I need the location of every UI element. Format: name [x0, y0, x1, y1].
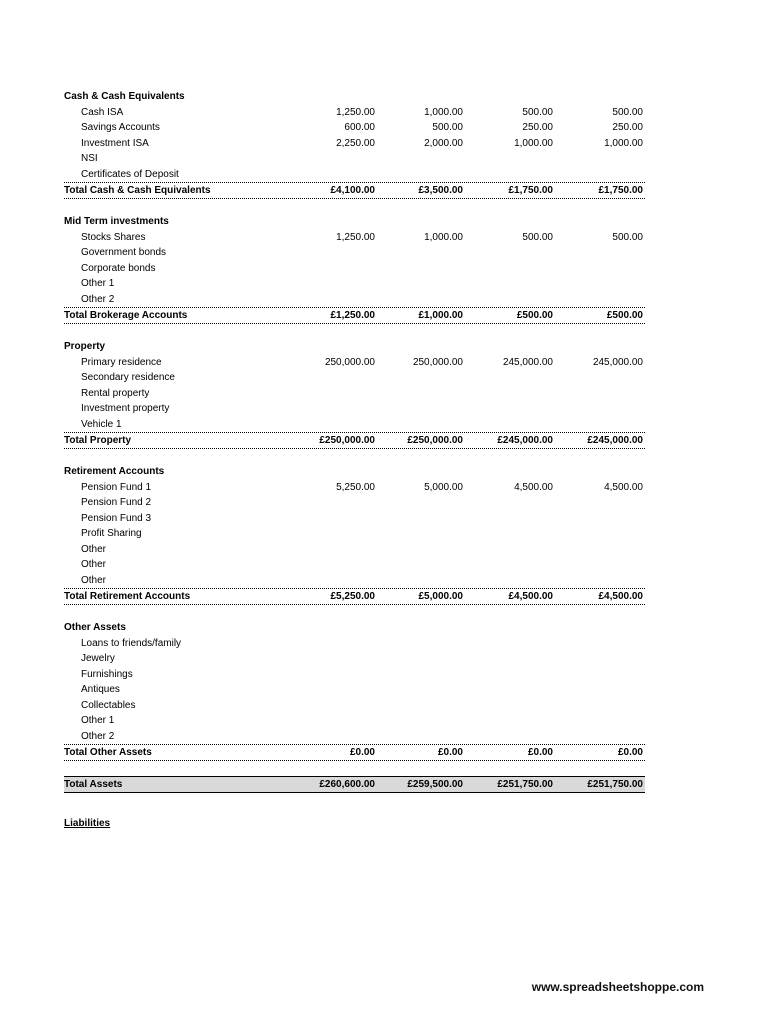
section-total-label: Total Property	[64, 435, 132, 446]
line-item-label: Certificates of Deposit	[81, 168, 179, 180]
line-item-value[interactable]: 5,250.00	[336, 481, 375, 493]
line-item-row	[64, 401, 645, 417]
line-item-label: Loans to friends/family	[81, 637, 182, 649]
section-title: Property	[64, 341, 106, 352]
line-item-value[interactable]: 2,250.00	[336, 137, 375, 149]
line-item-value[interactable]: 245,000.00	[502, 356, 553, 368]
section-title-row	[64, 620, 645, 636]
line-item-label: Corporate bonds	[81, 262, 156, 274]
asset-section	[64, 339, 645, 449]
line-item-row	[64, 355, 645, 371]
line-item-label: Investment property	[81, 403, 170, 414]
line-item-value[interactable]: 250.00	[522, 122, 553, 133]
line-item-row	[64, 526, 645, 542]
spacer-row	[64, 324, 645, 339]
line-item-row	[64, 651, 645, 667]
line-item-label: Other 2	[81, 293, 115, 305]
line-item-row	[64, 682, 645, 698]
section-total-value[interactable]: £4,100.00	[330, 185, 375, 196]
section-total-label: Total Brokerage Accounts	[64, 310, 188, 321]
spacer-row	[64, 449, 645, 464]
line-item-row	[64, 698, 645, 714]
grand-total-value[interactable]: £251,750.00	[587, 779, 643, 790]
line-item-value[interactable]: 2,000.00	[424, 137, 463, 149]
section-total-value[interactable]: £4,500.00	[598, 591, 643, 602]
line-item-row	[64, 636, 645, 652]
line-item-value[interactable]: 250.00	[612, 122, 643, 133]
line-item-row	[64, 120, 645, 136]
line-item-label: Other	[81, 543, 107, 555]
line-item-row	[64, 370, 645, 386]
section-total-row	[64, 432, 645, 449]
section-total-value[interactable]: £5,250.00	[330, 591, 375, 602]
line-item-label: Savings Accounts	[81, 122, 160, 133]
section-total-value[interactable]: £245,000.00	[587, 435, 643, 446]
line-item-label: Furnishings	[81, 668, 133, 680]
line-item-row	[64, 713, 645, 729]
line-item-label: Rental property	[81, 387, 150, 399]
line-item-label: Secondary residence	[81, 372, 175, 383]
section-title: Retirement Accounts	[64, 466, 165, 477]
section-total-value[interactable]: £0.00	[349, 747, 375, 758]
line-item-row	[64, 292, 645, 308]
section-title: Other Assets	[64, 622, 126, 633]
line-item-row	[64, 276, 645, 292]
line-item-label: Primary residence	[81, 356, 162, 368]
line-item-value[interactable]: 500.00	[522, 231, 553, 243]
line-item-row	[64, 105, 645, 121]
line-item-label: Other	[81, 574, 107, 586]
section-total-value[interactable]: £250,000.00	[319, 435, 375, 446]
line-item-row	[64, 573, 645, 589]
line-item-value[interactable]: 500.00	[522, 106, 553, 118]
section-title-row	[64, 339, 645, 355]
section-title: Mid Term investments	[64, 216, 169, 227]
line-item-row	[64, 557, 645, 573]
line-item-value[interactable]: 1,000.00	[424, 106, 463, 118]
line-item-value[interactable]: 500.00	[432, 122, 463, 133]
line-item-label: NSI	[81, 153, 98, 164]
section-title-row	[64, 214, 645, 230]
section-total-value[interactable]: £500.00	[606, 310, 643, 321]
line-item-row	[64, 667, 645, 683]
section-total-value[interactable]: £5,000.00	[418, 591, 463, 602]
line-item-row	[64, 542, 645, 558]
line-item-row	[64, 261, 645, 277]
line-item-value[interactable]: 1,250.00	[336, 106, 375, 118]
line-item-label: Pension Fund 1	[81, 481, 152, 493]
line-item-label: Stocks Shares	[81, 231, 146, 243]
line-item-value[interactable]: 1,000.00	[514, 137, 553, 149]
line-item-label: Investment ISA	[81, 137, 149, 149]
liabilities-heading: Liabilities	[64, 818, 111, 829]
line-item-value[interactable]: 4,500.00	[604, 481, 643, 493]
line-item-label: Jewelry	[81, 653, 115, 664]
section-total-row	[64, 588, 645, 605]
spacer-row	[64, 761, 645, 776]
footer-url[interactable]: www.spreadsheetshoppe.com	[531, 980, 704, 994]
line-item-row	[64, 151, 645, 167]
line-item-label: Collectables	[81, 699, 136, 711]
line-item-row	[64, 386, 645, 402]
line-item-value[interactable]: 1,000.00	[424, 231, 463, 243]
section-total-value[interactable]: £1,250.00	[330, 310, 375, 321]
spacer-row	[64, 199, 645, 214]
section-total-value[interactable]: £500.00	[516, 310, 553, 321]
asset-section	[64, 620, 645, 761]
section-total-value[interactable]: £0.00	[527, 747, 553, 758]
grand-total-value[interactable]: £251,750.00	[497, 779, 553, 790]
line-item-row	[64, 511, 645, 527]
line-item-label: Vehicle 1	[81, 418, 122, 430]
asset-section	[64, 464, 645, 605]
line-item-value[interactable]: 4,500.00	[514, 481, 553, 493]
section-total-label: Total Other Assets	[64, 747, 152, 758]
spacer-row	[64, 605, 645, 620]
line-item-label: Other 2	[81, 730, 115, 742]
line-item-row	[64, 230, 645, 246]
line-item-label: Cash ISA	[81, 106, 124, 118]
section-total-value[interactable]: £245,000.00	[497, 435, 553, 446]
grand-total-label: Total Assets	[64, 779, 123, 790]
line-item-label: Other 1	[81, 715, 115, 726]
line-item-value[interactable]: 250,000.00	[412, 356, 463, 368]
line-item-label: Pension Fund 3	[81, 512, 152, 524]
line-item-label: Government bonds	[81, 247, 167, 258]
line-item-value[interactable]: 250,000.00	[324, 356, 375, 368]
grand-total-value[interactable]: £260,600.00	[319, 779, 375, 790]
line-item-label: Profit Sharing	[81, 528, 142, 539]
section-total-value[interactable]: £3,500.00	[418, 185, 463, 196]
section-title-row	[64, 464, 645, 480]
section-total-value[interactable]: £250,000.00	[407, 435, 463, 446]
line-item-row	[64, 136, 645, 152]
line-item-row	[64, 495, 645, 511]
line-item-row	[64, 729, 645, 745]
section-total-row	[64, 307, 645, 324]
asset-sheet	[64, 89, 645, 793]
section-total-label: Total Cash & Cash Equivalents	[64, 185, 211, 196]
line-item-row	[64, 167, 645, 183]
line-item-label: Pension Fund 2	[81, 497, 152, 508]
line-item-value[interactable]: 500.00	[612, 231, 643, 243]
line-item-row	[64, 417, 645, 433]
line-item-label: Antiques	[81, 684, 120, 695]
line-item-value[interactable]: 1,000.00	[604, 137, 643, 149]
grand-total-row	[64, 776, 645, 793]
line-item-value[interactable]: 5,000.00	[424, 481, 463, 493]
asset-section	[64, 214, 645, 324]
section-total-value[interactable]: £1,000.00	[418, 310, 463, 321]
line-item-value[interactable]: 600.00	[344, 122, 375, 133]
section-total-value[interactable]: £0.00	[617, 747, 643, 758]
section-total-value[interactable]: £1,750.00	[508, 185, 553, 196]
section-title-row	[64, 89, 645, 105]
section-total-value[interactable]: £1,750.00	[598, 185, 643, 196]
line-item-label: Other 1	[81, 278, 115, 289]
grand-total-value[interactable]: £259,500.00	[407, 779, 463, 790]
line-item-label: Other	[81, 559, 107, 570]
section-total-row	[64, 182, 645, 199]
section-total-row	[64, 744, 645, 761]
section-total-value[interactable]: £4,500.00	[508, 591, 553, 602]
line-item-row	[64, 480, 645, 496]
asset-section	[64, 89, 645, 199]
line-item-value[interactable]: 245,000.00	[592, 356, 643, 368]
line-item-value[interactable]: 1,250.00	[336, 231, 375, 243]
line-item-value[interactable]: 500.00	[612, 106, 643, 118]
section-title: Cash & Cash Equivalents	[64, 91, 185, 102]
line-item-row	[64, 245, 645, 261]
section-total-value[interactable]: £0.00	[437, 747, 463, 758]
section-total-label: Total Retirement Accounts	[64, 591, 191, 602]
